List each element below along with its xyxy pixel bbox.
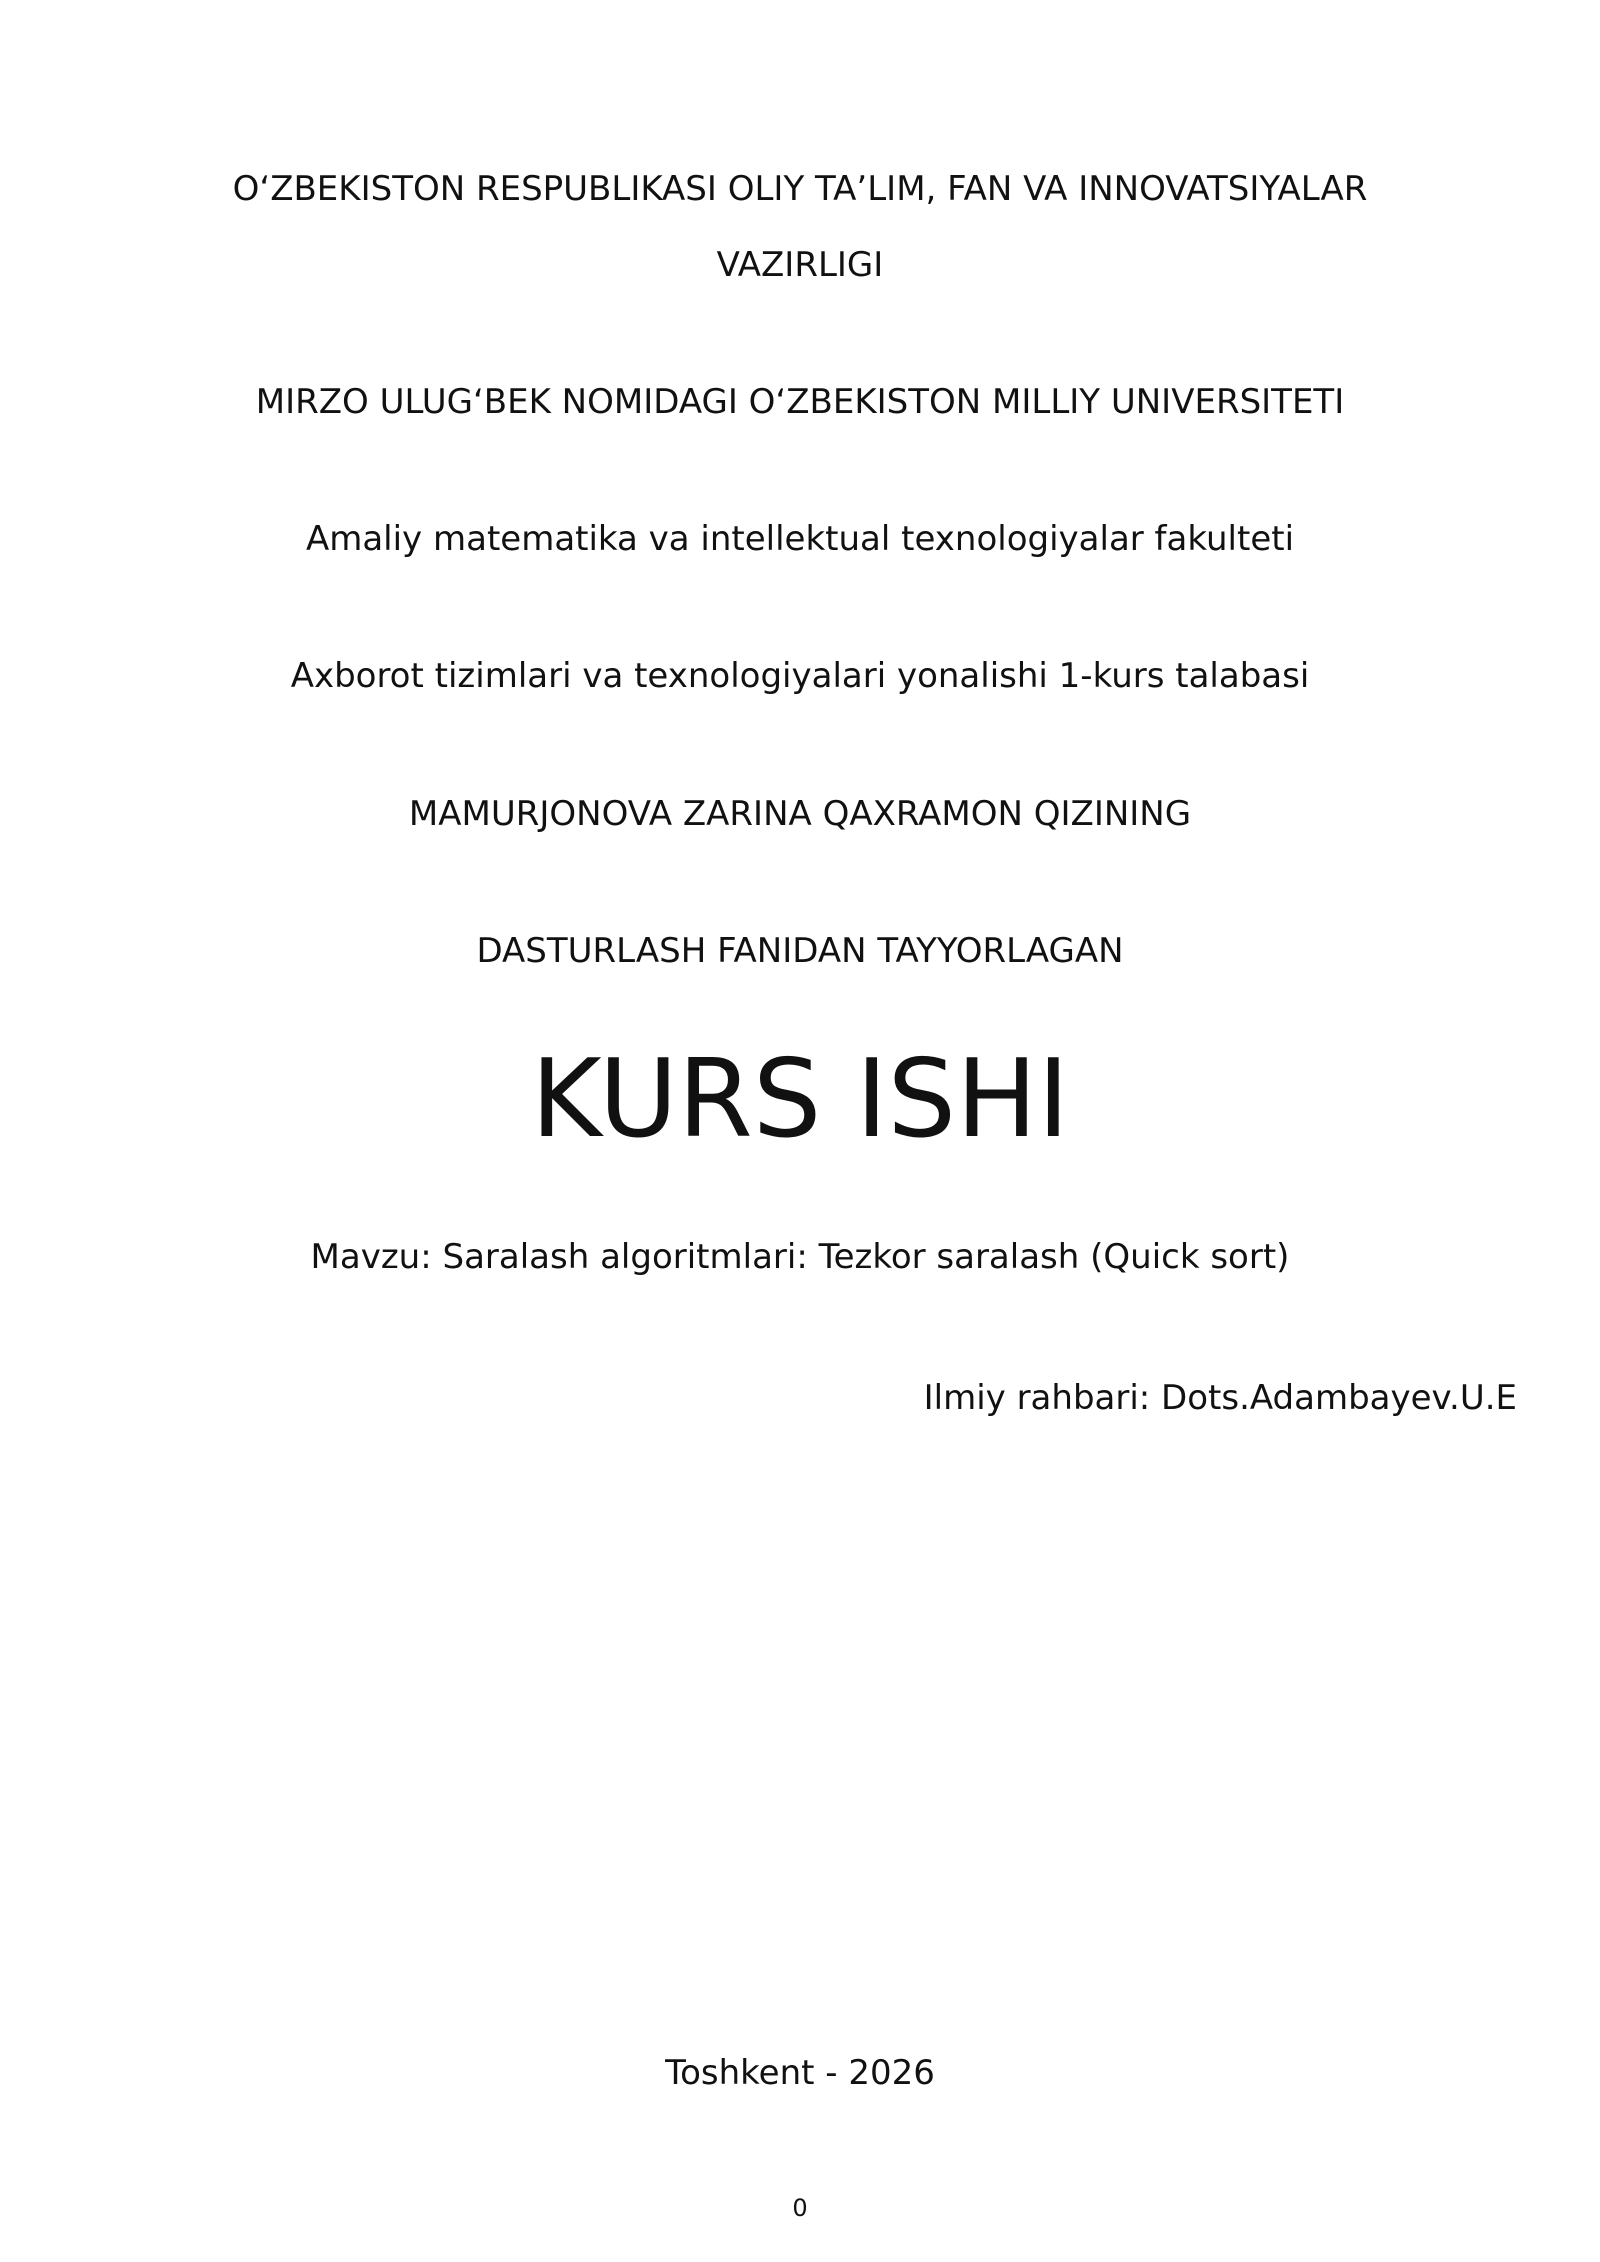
program-line: Axborot tizimlari va texnologiyalari yonalishi 1-kurs talabasi [290,656,1310,696]
university-name: MIRZO ULUG‘BEK NOMIDAGI O‘ZBEKISTON MILLIY UNIVERSITETI [255,382,1345,422]
student-name: MAMURJONOVA ZARINA QAXRAMON QIZINING [408,794,1192,834]
page-number: 0 [792,2194,808,2222]
subject-line: DASTURLASH FANIDAN TAYYORLAGAN [476,931,1124,971]
faculty-name: Amaliy matematika va intellektual texnologiyalar fakulteti [305,519,1295,559]
document-title: KURS ISHI [530,1037,1070,1162]
ministry-line-1: O‘ZBEKISTON RESPUBLIKASI OLIY TA’LIM, FAN VA INNOVATSIYALAR [232,169,1368,209]
topic-line: Mavzu: Saralash algoritmlari: Tezkor saralash (Quick sort) [310,1237,1290,1277]
ministry-line-2: VAZIRLIGI [716,245,884,285]
place-year: Toshkent - 2026 [665,2053,935,2093]
advisor-line: Ilmiy rahbari: Dots.Adambayev.U.E [923,1378,1517,1418]
